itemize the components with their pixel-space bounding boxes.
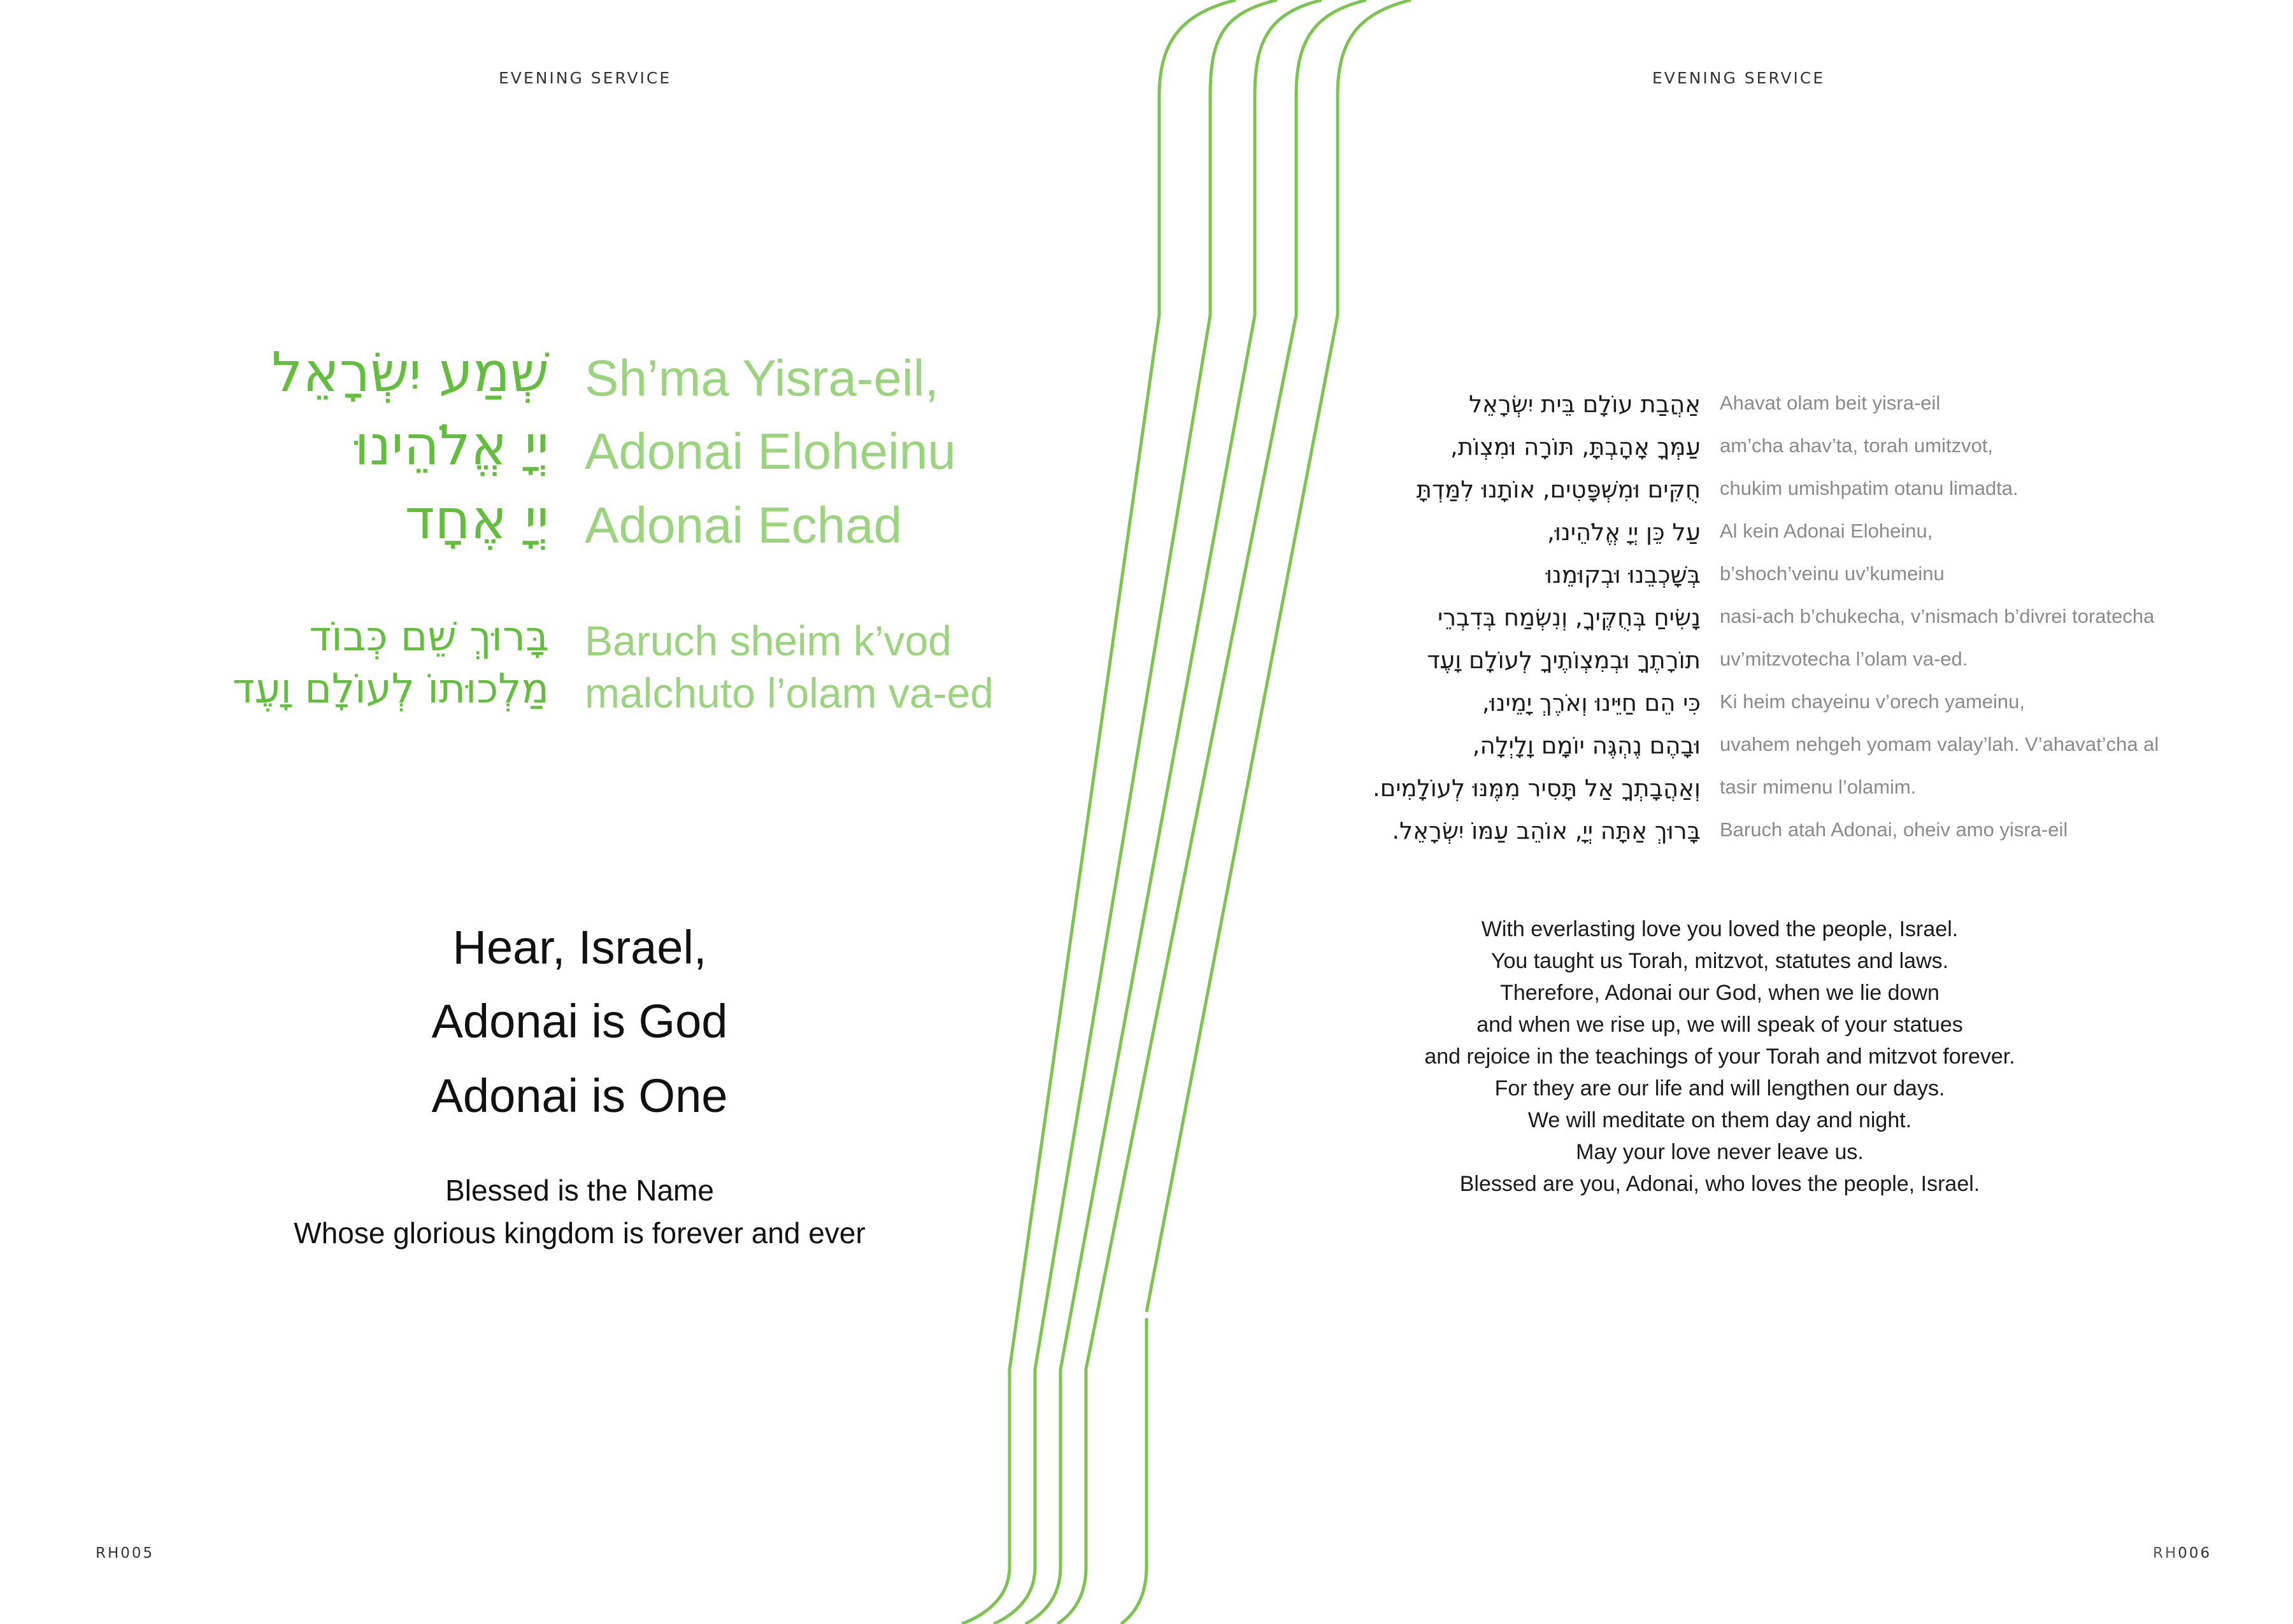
prayer-english-line-3: Therefore, Adonai our God, when we lie down (1500, 981, 1939, 1005)
baruch-translit-line-2: malchuto l’olam va-ed (585, 669, 994, 716)
prayer-translit-line-6: nasi-ach b’chukecha, v’nismach b’divrei toratecha (1720, 605, 2155, 627)
shema-translit-line-3: Adonai Echad (585, 497, 903, 553)
right-page-number (2153, 1545, 2211, 1562)
english-shema-line-2: Adonai is God (431, 995, 728, 1048)
left-page-number: RH005 (96, 1545, 155, 1562)
right-page-number-digits: 006 (2178, 1545, 2212, 1562)
prayer-english-line-6: For they are our life and will lengthen our days. (1494, 1076, 1945, 1100)
prayer-translit-line-8: Ki heim chayeinu v’orech yameinu, (1720, 690, 2025, 713)
prayer-english-line-2: You taught us Torah, mitzvot, statutes and laws. (1490, 949, 1949, 973)
spine-curve (1025, 0, 1322, 1624)
prayer-hebrew-line-4: עַל כֵּן יְיָ אֱלֹהֵינוּ, (1547, 518, 1701, 546)
prayer-translit-line-1: Ahavat olam beit yisra-eil (1720, 392, 1941, 414)
prayer-hebrew-line-9: וּבָהֶם נֶהְגֶּה יוֹמָם וָלָיְלָה, (1472, 732, 1701, 759)
right-page-header: EVENING SERVICE (1652, 69, 1825, 87)
english-blessed-line-1: Blessed is the Name (445, 1174, 714, 1207)
right-page-number-prefix: RH (2153, 1545, 2178, 1562)
shema-translit-line-1: Sh’ma Yisra-eil, (585, 350, 939, 406)
shema-translit-line-2: Adonai Eloheinu (585, 423, 956, 480)
prayer-english-line-7: We will meditate on them day and night. (1527, 1108, 1912, 1132)
english-shema-line-3: Adonai is One (431, 1069, 728, 1122)
prayer-hebrew-line-6: נָשִׂיחַ בְּחֻקֶּיךָ, וְנִשְׂמַח בְּדִבְרֵי (1437, 604, 1701, 631)
left-page-header: EVENING SERVICE (499, 69, 672, 87)
prayer-hebrew-line-3: חֻקִּים וּמִשְׁפָּטִים, אוֹתָנוּ לִמַּדְתָּ (1416, 476, 1701, 503)
baruch-hebrew-line-1: בָּרוּךְ שֵׁם כְּבוֹד (309, 613, 549, 660)
baruch-translit-line-1: Baruch sheim k’vod (585, 617, 952, 664)
english-blessed-line-2: Whose glorious kingdom is forever and ever (294, 1216, 866, 1250)
prayer-translit-line-2: am’cha ahav’ta, torah umitzvot, (1720, 434, 1994, 457)
prayer-hebrew-line-7: תוֹרָתֶךָ וּבְמִצְוֹתֶיךָ לְעוֹלָם וָעֶד (1427, 646, 1701, 674)
prayer-hebrew-line-8: כִּי הֵם חַיֵּינוּ וְאֹרֶךְ יָמֵינוּ, (1482, 689, 1701, 716)
prayer-english-line-4: and when we rise up, we will speak of your statues (1476, 1013, 1963, 1037)
prayer-translit-line-4: Al kein Adonai Eloheinu, (1720, 520, 1933, 542)
spine-curve (994, 0, 1277, 1624)
prayer-english-line-9: Blessed are you, Adonai, who loves the people, Israel. (1459, 1172, 1980, 1196)
prayer-english-line-5: and rejoice in the teachings of your Torah and mitzvot forever. (1424, 1044, 2015, 1069)
prayer-hebrew-line-2: עַמְּךָ אָהָבְתָּ, תּוֹרָה וּמִצְוֹת, (1450, 433, 1701, 460)
prayer-translit-line-11: Baruch atah Adonai, oheiv amo yisra-eil (1720, 818, 2068, 841)
english-shema-line-1: Hear, Israel, (452, 921, 707, 974)
prayer-english-line-1: With everlasting love you loved the people, Israel. (1481, 917, 1959, 941)
prayer-translit-line-3: chukim umishpatim otanu limadta. (1720, 477, 2018, 499)
shema-hebrew-line-1: שְׁמַע יִשְׂרָאֵל (271, 341, 549, 404)
prayer-translit-line-5: b’shoch’veinu uv’kumeinu (1720, 562, 1945, 585)
prayer-hebrew-line-10: וְאַהֲבָתְךָ אַל תָּסִיר מִמֶּנּוּ לְעוֹלָמִים. (1372, 774, 1701, 802)
shema-hebrew-line-3: יְיָ אֶחָד (404, 488, 549, 552)
prayer-translit-line-10: tasir mimenu l’olamim. (1720, 776, 1917, 798)
baruch-hebrew-line-2: מַלְכוּתוֹ לְעוֹלָם וָעֶד (232, 666, 549, 713)
prayer-hebrew-line-11: בָּרוּךְ אַתָּה יְיָ, אוֹהֵב עַמּוֹ יִשְׂרָאֵל. (1392, 817, 1701, 844)
prayer-translit-line-7: uv’mitzvotecha l’olam va-ed. (1720, 648, 1968, 670)
prayer-hebrew-line-5: בְּשָׁכְבֵנוּ וּבְקוּמֵנוּ (1545, 561, 1701, 588)
shema-hebrew-line-2: יְיָ אֱלֹהֵינוּ (354, 414, 549, 478)
prayer-hebrew-line-1: אַהֲבַת עוֹלָם בֵּית יִשְׂרָאֵל (1469, 390, 1701, 418)
prayer-english-line-8: May your love never leave us. (1576, 1140, 1864, 1164)
prayer-translit-line-9: uvahem nehgeh yomam valay’lah. V’ahavat’cha al (1720, 733, 2159, 755)
spine-curve (962, 0, 1236, 1624)
